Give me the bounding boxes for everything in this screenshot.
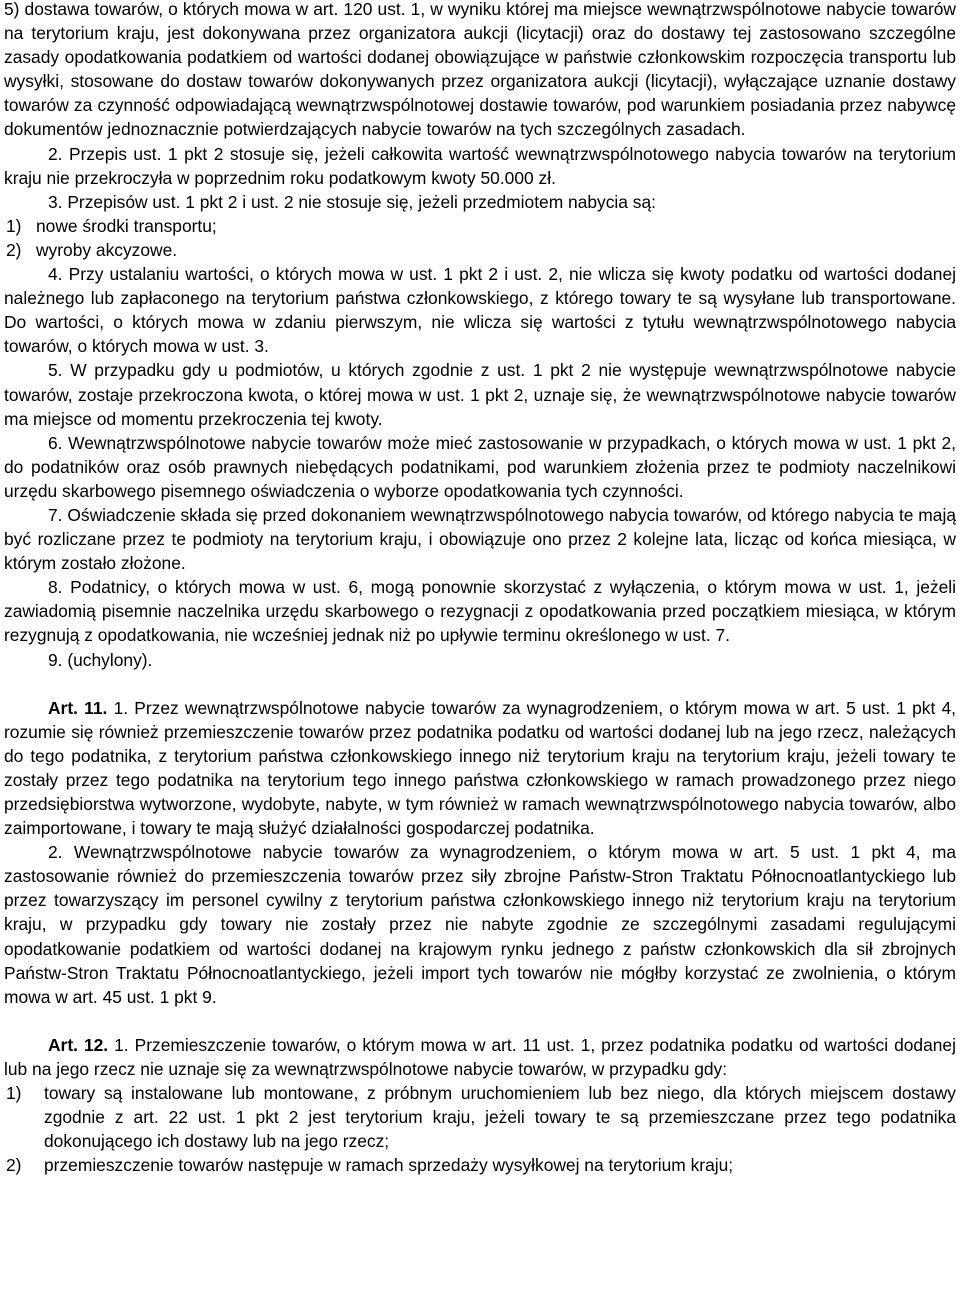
list-item-number: 2) (6, 239, 22, 260)
list-item (4, 1081, 956, 1153)
article-11-ust-1-text: 1. Przez wewnątrzwspólnotowe nabycie towarów za wynagrodzeniem, o którym mowa w art. 5 ust. 1 pkt 4, rozumie się również przemieszczenie towarów przez podatnika podatku od wartości dodanej lub na jego rzecz, należących do tego podatnika, z terytorium państwa członkowskiego innego niż terytorium kraju na terytorium kraju, jeżeli towary te zostały przez tego podatnika na terytorium tego innego państwa członkowskiego w ramach prowadzonego przez niego przedsiębiorstwa wytworzone, wydobyte, nabyte, w tym również w ramach wewnątrzwspólnotowego nabycia towarów, albo zaimportowane, i towary te mają służyć działalności gospodarczej podatnika. (4, 697, 956, 839)
article-11-paragraph-1 (4, 696, 956, 841)
article-11-heading: Art. 11. (48, 697, 108, 718)
list-item-number: 1) (6, 1083, 22, 1104)
paragraph-ust-3: 3. Przepisów ust. 1 pkt 2 i ust. 2 nie stosuje się, jeżeli przedmiotem nabycia są: (48, 191, 656, 212)
paragraph-point-5: 5) dostawa towarów, o których mowa w art. 120 ust. 1, w wyniku której ma miejsce wewnątrzwspólnotowe nabycie towarów na terytorium kraju, jest dokonywana przez organizatora aukcji (licytacji) oraz do dostawy tej zastosowano szczególne zasady opodatkowania podatkiem od wartości dodanej obowiązujące w państwie członkowskim rozpoczęcia transportu lub wysyłki, stosowane do dostaw towarów dokonywanych przez organizatora aukcji (licytacji), wyłączające uznanie dostawy towarów za czynność odpowiadającą wewnątrzwspólnotowej dostawie towarów, pod warunkiem posiadania przez nabywcę dokumentów jednoznacznie potwierdzających nabycie towarów na tych szczególnych zasadach. (4, 0, 956, 140)
paragraph-ust-2: 2. Przepis ust. 1 pkt 2 stosuje się, jeżeli całkowita wartość wewnątrzwspólnotowego nabycia towarów na terytorium kraju nie przekroczyła w poprzednim roku podatkowym kwoty 50.000 zł. (4, 143, 956, 188)
list-item-text: nowe środki transportu; (36, 215, 217, 236)
article-12-paragraph-1 (4, 1033, 956, 1081)
paragraph-ust-6: 6. Wewnątrzwspólnotowe nabycie towarów może mieć zastosowanie w przypadkach, o których mowa w ust. 1 pkt 2, do podatników oraz osób prawnych niebędących podatnikami, pod warunkiem złożenia przez te podmioty naczelnikowi urzędu skarbowego pisemnego oświadczenia o wyborze opodatkowania tych czynności. (4, 432, 956, 501)
article-12-ust-1-text: 1. Przemieszczenie towarów, o którym mowa w art. 11 ust. 1, przez podatnika podatku od wartości dodanej lub na jego rzecz nie uznaje się za wewnątrzwspólnotowe nabycie towarów, w przypadku gdy: (4, 1034, 956, 1079)
article-12-heading: Art. 12. (48, 1034, 109, 1055)
article-11-paragraph-2: 2. Wewnątrzwspólnotowe nabycie towarów za wynagrodzeniem, o którym mowa w art. 5 ust. 1 pkt 4, ma zastosowanie również do przemieszczenia towarów przez siły zbrojne Państw-Stron Traktatu Północnoatlantyckiego lub przez towarzyszący im personel cywilny z terytorium państwa członkowskiego innego niż terytorium kraju na terytorium kraju, w przypadku gdy towary nie zostały przez nie nabyte zgodnie ze szczególnymi zasadami regulującymi opodatkowanie podatkiem od wartości dodanej na krajowym rynku jednego z państw członkowskich dla sił zbrojnych Państw-Stron Traktatu Północnoatlantyckiego, jeżeli import tych towarów nie mógłby korzystać ze zwolnienia, o którym mowa w art. 45 ust. 1 pkt 9. (4, 842, 956, 1007)
paragraph-ust-8: 8. Podatnicy, o których mowa w ust. 6, mogą ponownie skorzystać z wyłączenia, o którym mowa w ust. 1, jeżeli zawiadomią pisemnie naczelnika urzędu skarbowego o rezygnacji z opodatkowania przed początkiem miesiąca, w którym rezygnują z opodatkowania, nie wcześniej jednak niż po upływie terminu określonego w ust. 7. (4, 577, 956, 646)
paragraph-ust-7: 7. Oświadczenie składa się przed dokonaniem wewnątrzwspólnotowego nabycia towarów, od którego nabycia te mają być rozliczane przez te podmioty na terytorium kraju, i obowiązuje ono przez 2 kolejne lata, licząc od końca miesiąca, w którym zostało złożone. (4, 504, 956, 574)
list-item-text: towary są instalowane lub montowane, z próbnym uruchomieniem lub bez niego, dla których miejscem dostawy zgodnie z art. 22 ust. 1 pkt 2 jest terytorium kraju, jeżeli towary te są przemieszczane przez tego podatnika dokonującego ich dostawy lub na jego rzecz; (44, 1083, 956, 1152)
list-item-number: 2) (6, 1155, 22, 1176)
list-item-text: przemieszczenie towarów następuje w ramach sprzedaży wysyłkowej na terytorium kraju; (44, 1155, 734, 1176)
list-item (4, 1153, 956, 1177)
paragraph-ust-4: 4. Przy ustalaniu wartości, o których mowa w ust. 1 pkt 2 i ust. 2, nie wlicza się kwoty podatku od wartości dodanej należnego lub zapłaconego na terytorium państwa członkowskiego, z którego towary te są wysyłane lub transportowane. Do wartości, o których mowa w zdaniu pierwszym, nie wlicza się wartości z tytułu wewnątrzwspólnotowego nabycia towarów, o których mowa w ust. 3. (4, 264, 956, 357)
paragraph-ust-5: 5. W przypadku gdy u podmiotów, u których zgodnie z ust. 1 pkt 2 nie występuje wewnątrzwspólnotowe nabycie towarów, zostaje przekroczona kwota, o której mowa w ust. 1 pkt 2, uznaje się, że wewnątrzwspólnotowe nabycie towarów ma miejsce od momentu przekroczenia tej kwoty. (4, 360, 956, 429)
list-item (4, 214, 956, 238)
list-item (4, 238, 956, 262)
list-item-text: wyroby akcyzowe. (36, 239, 178, 260)
paragraph-ust-9: 9. (uchylony). (48, 649, 153, 670)
list-item-number: 1) (6, 215, 22, 236)
